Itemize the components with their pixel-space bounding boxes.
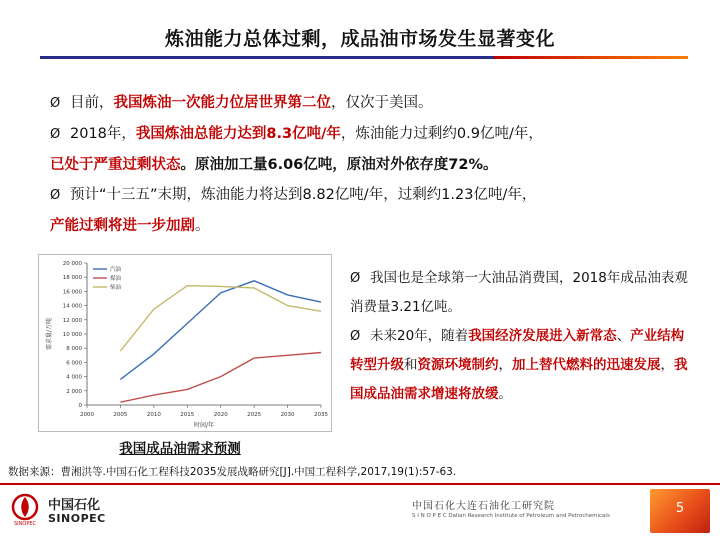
- bullet-1-text-a: 目前，: [70, 95, 114, 111]
- bullet-3-text-b: 。: [195, 218, 210, 234]
- institute-name-cn: 中国石化大连石油化工研究院: [412, 501, 555, 512]
- right-bullet-2-highlight-c: 资源环境制约: [417, 357, 499, 373]
- bullet-2: [50, 119, 690, 150]
- x-axis-label: 时间/年: [193, 422, 215, 429]
- bullet-3-continued: [50, 211, 690, 241]
- legend-label-1: 汽油: [110, 267, 122, 273]
- right-bullet-2-highlight-a: 我国经济发展进入新常态: [468, 328, 617, 344]
- y-tick-label: 12 000: [62, 317, 82, 324]
- x-tick-label: 2025: [247, 412, 262, 418]
- bullet-2-text-b: ，炼油能力过剩约0.9亿吨/年，: [340, 126, 543, 142]
- bullet-2-highlight-b: 已处于严重过剩状态: [50, 157, 181, 173]
- y-tick-label: 0: [78, 403, 82, 409]
- bullet-arrow-icon: Ø: [350, 271, 361, 286]
- right-bullet-2: [350, 322, 695, 409]
- bullet-1-text-b: ，仅次于美国。: [331, 95, 433, 111]
- logo-english-name: SINOPEC: [48, 512, 106, 525]
- right-bullet-2-highlight-d: 加上替代燃料的迅速发展: [512, 357, 661, 373]
- right-bullet-2-text-a: 未来20年，随着: [370, 328, 469, 344]
- footer-divider: [0, 483, 720, 485]
- y-tick-label: 10 000: [62, 332, 82, 338]
- x-tick-label: 2030: [280, 412, 295, 418]
- y-tick-label: 4 000: [66, 374, 82, 381]
- bullet-arrow-icon: Ø: [50, 188, 61, 203]
- bullet-3-highlight: 产能过剩将进一步加剧: [50, 218, 195, 234]
- bullet-2-continued: [50, 150, 690, 180]
- x-tick-label: 2035: [314, 412, 328, 418]
- x-tick-label: 2005: [113, 412, 128, 418]
- title-divider: [40, 56, 688, 59]
- bullet-arrow-icon: Ø: [350, 329, 361, 344]
- logo-mark-text: SINOPEC: [14, 521, 36, 526]
- data-source-note: 数据来源：曹湘洪等.中国石化工程科技2035发展战略研究[J].中国工程科学,2017,19(1):57-63.: [8, 466, 457, 478]
- right-bullet-2-text-b: 、: [616, 328, 631, 344]
- bullet-2-text-c: 。原油加工量6.06亿吨，原油对外依存度72%。: [180, 157, 498, 173]
- x-tick-label: 2000: [80, 412, 94, 418]
- right-bullet-2-text-f: 。: [498, 386, 512, 402]
- y-tick-label: 8 000: [66, 346, 82, 353]
- right-bullet-2-text-c: 和: [404, 357, 418, 373]
- right-bullet-2-text-d: ，: [498, 357, 512, 373]
- page-number-box: [650, 489, 710, 533]
- y-tick-label: 6 000: [66, 360, 82, 367]
- title-divider-red: [494, 56, 688, 59]
- right-bullet-2-highlight-b: 产业结构转型升级: [350, 328, 685, 373]
- bullet-1-highlight: 我国炼油一次能力位居世界第二位: [113, 95, 331, 111]
- bullet-3-text-a: 预计“十三五”末期，炼油能力将达到8.82亿吨/年，过剩约1.23亿吨/年，: [70, 187, 537, 203]
- y-tick-label: 20 000: [62, 261, 82, 267]
- chart-caption: 我国成品油需求预测: [119, 441, 241, 457]
- chart-svg: [39, 255, 331, 431]
- right-bullet-1-text: 我国也是全球第一大油品消费国，2018年成品油表观消费量3.21亿吨。: [350, 270, 688, 315]
- right-bullet-2-text-e: ，: [660, 357, 674, 373]
- sinopec-emblem-icon: [8, 492, 42, 526]
- bullet-arrow-icon: Ø: [50, 96, 61, 111]
- right-bullet-list: [350, 264, 695, 409]
- demand-forecast-chart: [38, 254, 332, 432]
- y-tick-label: 14 000: [62, 303, 82, 310]
- legend-label-2: 煤油: [110, 276, 122, 282]
- series-line-1: [120, 281, 321, 380]
- right-bullet-1: [350, 264, 695, 322]
- y-tick-label: 18 000: [62, 275, 82, 282]
- bullet-3: [50, 180, 690, 211]
- legend-label-3: 柴油: [110, 285, 122, 291]
- y-tick-label: 2 000: [66, 388, 82, 395]
- bullet-2-highlight-a: 我国炼油总能力达到8.3亿吨/年: [135, 126, 341, 142]
- bullet-1: [50, 88, 690, 119]
- x-tick-label: 2020: [213, 412, 228, 418]
- x-tick-label: 2015: [180, 412, 195, 418]
- right-bullet-2-highlight-e: 我国成品油需求增速将放缓: [350, 357, 688, 402]
- x-tick-label: 2010: [146, 412, 161, 418]
- page-number: 5: [675, 501, 685, 516]
- sinopec-logo: [8, 490, 158, 534]
- y-tick-label: 16 000: [62, 289, 82, 296]
- logo-chinese-name: 中国石化: [48, 498, 101, 513]
- title-divider-blue: [40, 56, 494, 59]
- bullet-2-text-a: 2018年，: [70, 126, 136, 142]
- bullet-arrow-icon: Ø: [50, 127, 61, 142]
- institute-name-en: S I N O P E C Dalian Research Institute of Petroleum and Petrochemicals: [412, 513, 610, 519]
- main-bullet-list: [50, 88, 690, 241]
- slide-title: 炼油能力总体过剩，成品油市场发生显著变化: [164, 28, 555, 50]
- y-axis-label: 需求量/万吨: [46, 317, 53, 351]
- series-line-2: [120, 353, 321, 403]
